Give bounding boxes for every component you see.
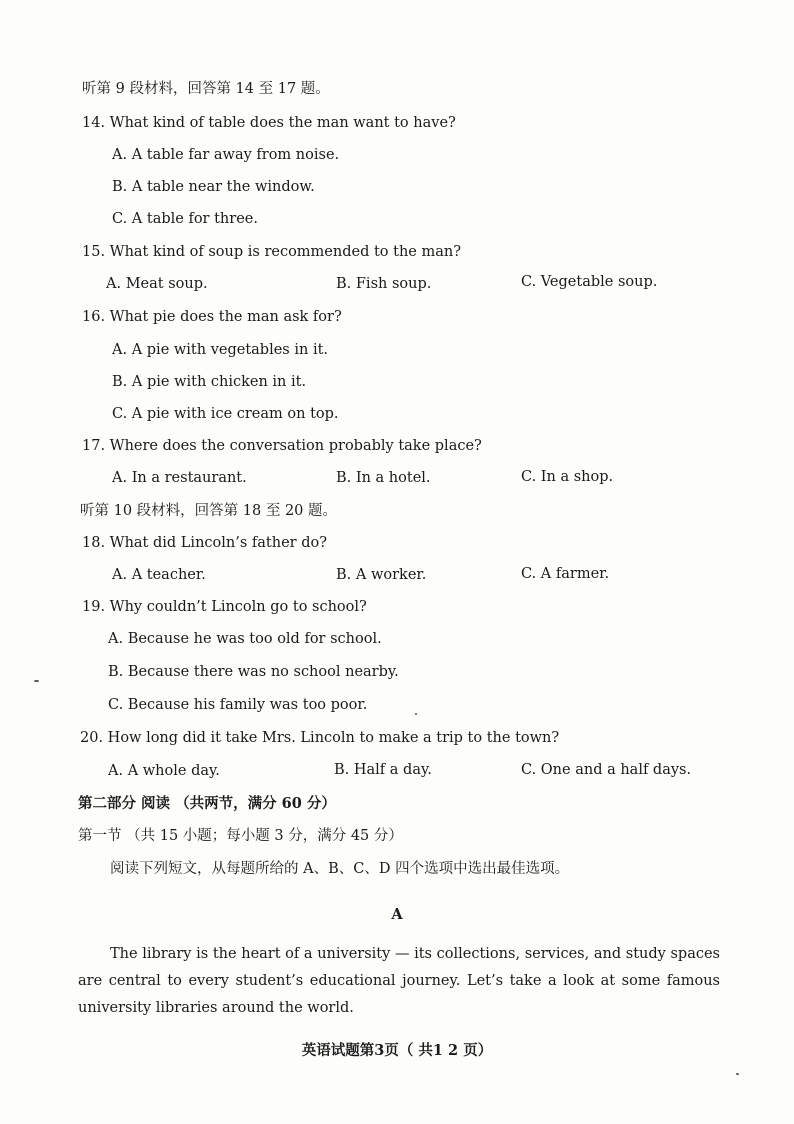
question-17-option-a: A. In a restaurant. — [112, 470, 247, 486]
question-19-option-c: C. Because his family was too poor. — [108, 697, 368, 713]
question-14-option-c: C. A table for three. — [112, 211, 258, 227]
question-20-stem: 20. How long did it take Mrs. Lincoln to make a trip to the town? — [80, 730, 560, 746]
passage-letter: A — [391, 906, 403, 923]
question-17-stem: 17. Where does the conversation probably take place? — [82, 438, 482, 454]
question-16-stem: 16. What pie does the man ask for? — [82, 309, 342, 325]
question-16-option-c: C. A pie with ice cream on top. — [112, 406, 339, 422]
page-footer: 英语试题第3页（ 共1 2 页） — [301, 1042, 493, 1059]
question-18-option-c: C. A farmer. — [521, 566, 610, 582]
question-19-option-a: A. Because he was too old for school. — [108, 631, 382, 647]
question-17-option-c: C. In a shop. — [521, 469, 614, 485]
question-20-option-b: B. Half a day. — [334, 762, 432, 778]
question-15-stem: 15. What kind of soup is recommended to the man? — [82, 244, 462, 260]
question-19-stem: 19. Why couldn’t Lincoln go to school? — [82, 599, 367, 615]
section9-heading: 听第 9 段材料，回答第 14 至 17 题。 — [82, 81, 330, 97]
question-16-option-b: B. A pie with chicken in it. — [112, 374, 307, 390]
part2-heading: 第二部分 阅读 （共两节，满分 60 分） — [78, 795, 336, 812]
question-17-option-b: B. In a hotel. — [336, 470, 431, 486]
question-15-option-b: B. Fish soup. — [336, 276, 432, 292]
question-20-option-a: A. A whole day. — [108, 763, 220, 779]
question-14-stem: 14. What kind of table does the man want to have? — [82, 115, 456, 131]
question-15-option-c: C. Vegetable soup. — [521, 274, 658, 290]
question-15-option-a: A. Meat soup. — [106, 276, 208, 292]
scan-speck — [415, 713, 417, 715]
question-16-option-a: A. A pie with vegetables in it. — [112, 342, 329, 358]
reading-instruction: 阅读下列短文，从每题所给的 A、B、C、D 四个选项中选出最佳选项。 — [110, 861, 570, 877]
question-18-option-a: A. A teacher. — [112, 567, 206, 583]
question-18-stem: 18. What did Lincoln’s father do? — [82, 535, 327, 551]
scan-speck — [34, 680, 39, 682]
scan-speck — [736, 1073, 739, 1075]
question-14-option-b: B. A table near the window. — [112, 179, 315, 195]
question-20-option-c: C. One and a half days. — [521, 762, 692, 778]
section10-heading: 听第 10 段材料，回答第 18 至 20 题。 — [80, 503, 338, 519]
passage-paragraph: The library is the heart of a university — its collections, services, and study spaces are central to every student’s educational journey. Let’s take a look at some famous university libraries around the world. — [78, 946, 720, 1016]
question-14-option-a: A. A table far away from noise. — [112, 147, 340, 163]
section1-heading: 第一节 （共 15 小题；每小题 3 分，满分 45 分） — [78, 828, 403, 844]
question-18-option-b: B. A worker. — [336, 567, 427, 583]
question-19-option-b: B. Because there was no school nearby. — [108, 664, 399, 680]
